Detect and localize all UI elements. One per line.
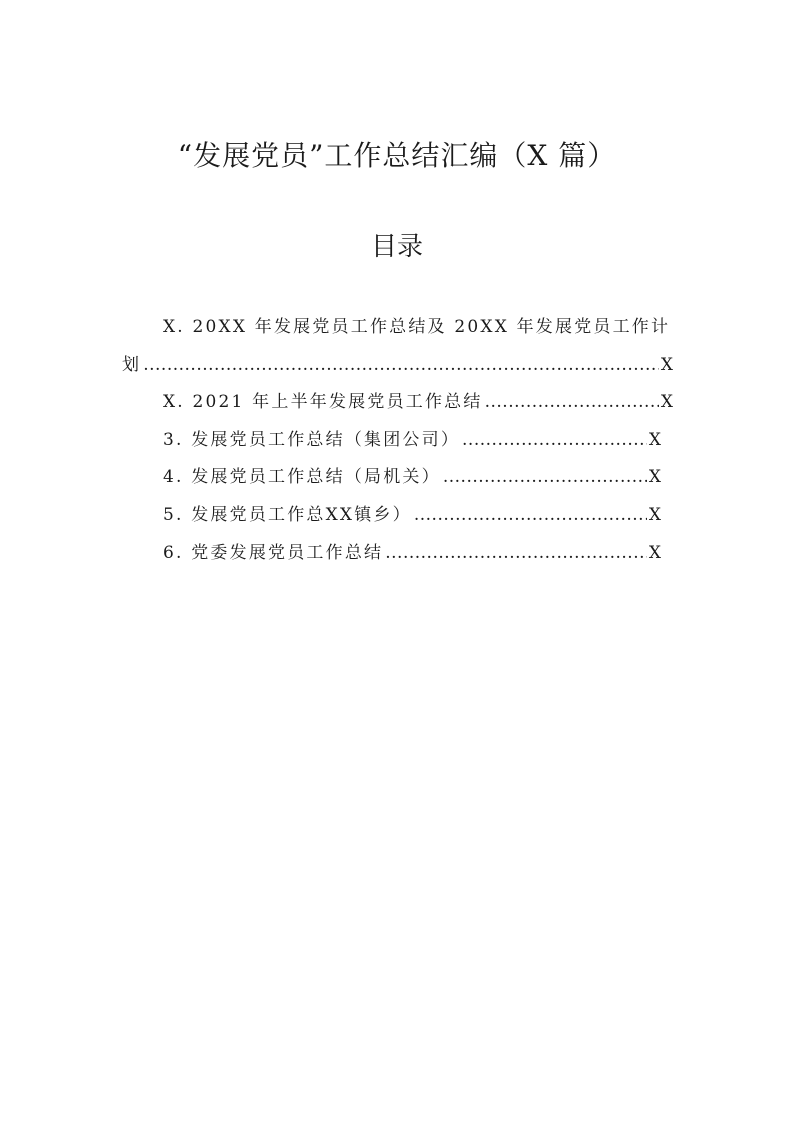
table-of-contents bbox=[122, 309, 673, 572]
toc-entry-1-first-line[interactable] bbox=[122, 309, 673, 347]
toc-entry-4[interactable] bbox=[122, 459, 673, 497]
toc-dot-leader bbox=[443, 459, 647, 497]
toc-entry-2[interactable] bbox=[122, 384, 673, 422]
toc-entry-6[interactable] bbox=[122, 535, 673, 573]
toc-page-number: X bbox=[660, 392, 673, 413]
toc-dot-leader bbox=[462, 422, 647, 460]
toc-page-number: X bbox=[648, 429, 661, 450]
toc-page-number: X bbox=[660, 354, 673, 375]
toc-entry-label: 5. 发展党员工作总XX镇乡） bbox=[163, 504, 412, 525]
toc-page-number: X bbox=[648, 542, 661, 563]
toc-dot-leader bbox=[485, 384, 659, 422]
toc-heading: 目录 bbox=[370, 232, 423, 262]
toc-entry-3[interactable] bbox=[122, 422, 673, 460]
toc-entry-label: X. 2021 年上半年发展党员工作总结 bbox=[163, 392, 483, 413]
toc-page-number: X bbox=[648, 504, 661, 525]
toc-page-number: X bbox=[648, 467, 661, 488]
toc-dot-leader bbox=[414, 497, 647, 535]
toc-entry-5[interactable] bbox=[122, 497, 673, 535]
toc-entry-label: X. 20XX 年发展党员工作总结及 20XX 年发展党员工作计 bbox=[163, 317, 671, 337]
toc-entry-label: 6. 党委发展党员工作总结 bbox=[163, 542, 384, 563]
toc-dot-leader bbox=[143, 347, 659, 385]
toc-entry-label: 3. 发展党员工作总结（集团公司） bbox=[163, 429, 461, 450]
toc-entry-label: 4. 发展党员工作总结（局机关） bbox=[163, 467, 441, 488]
toc-dot-leader bbox=[385, 535, 647, 573]
toc-entry-label: 划 bbox=[122, 354, 142, 375]
document-title: “发展党员”工作总结汇编（X 篇） bbox=[177, 139, 617, 172]
toc-entry-1-continuation[interactable] bbox=[122, 347, 673, 385]
